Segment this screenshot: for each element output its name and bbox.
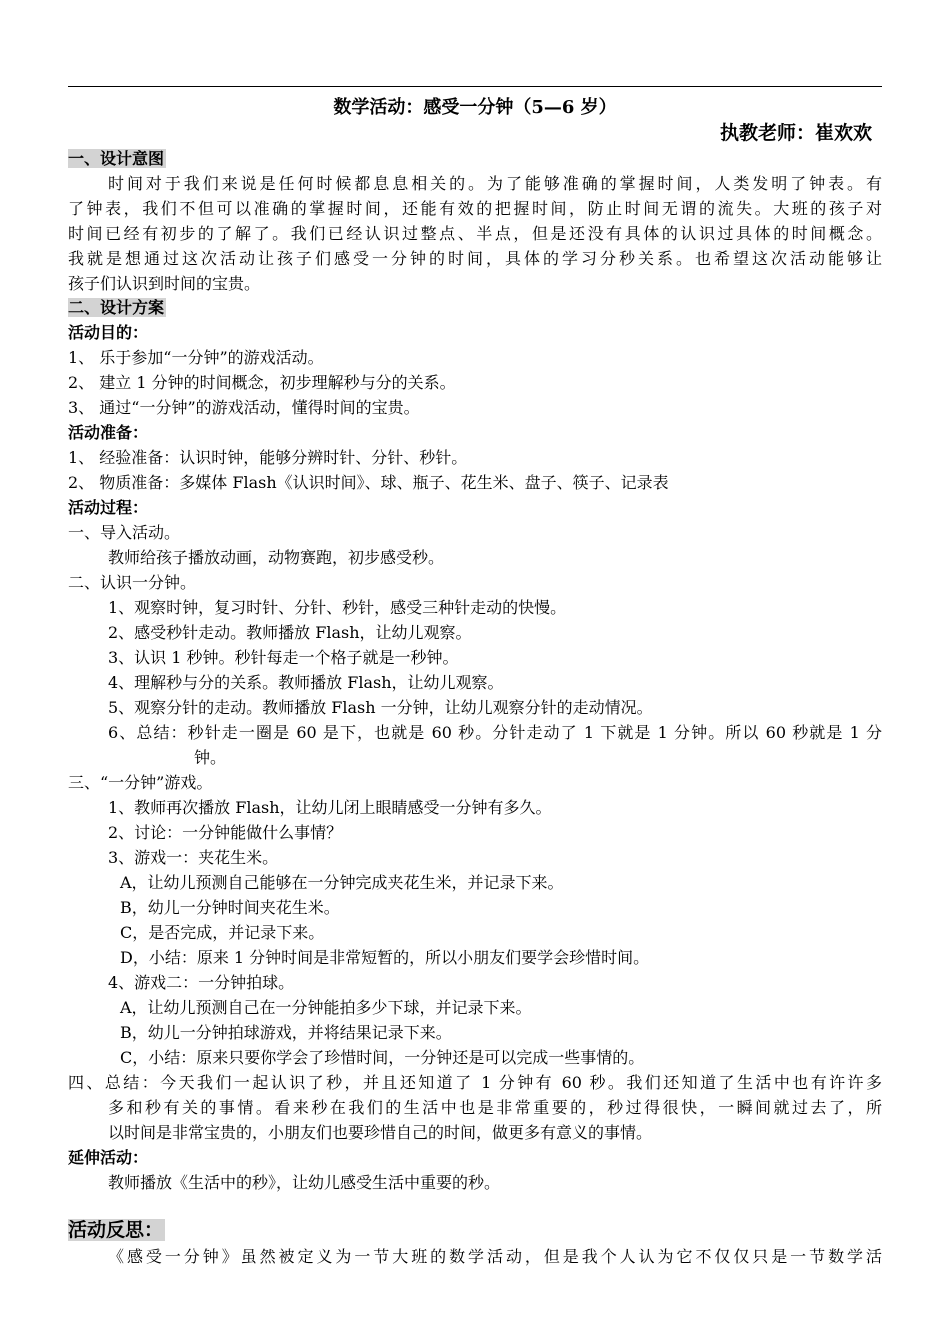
list-item: 教师播放《生活中的秒》，让幼儿感受生活中重要的秒。 (108, 1173, 501, 1192)
summary-line: 四、总结：今天我们一起认识了秒，并且还知道了 1 分钟有 60 秒。我们还知道了生活中也有许许多 (68, 1073, 882, 1092)
list-item: 1、教师再次播放 Flash，让幼儿闭上眼睛感受一分钟有多久。 (108, 798, 552, 817)
list-item: 1、 乐于参加“一分钟”的游戏活动。 (68, 348, 324, 367)
list-item: 2、 物质准备：多媒体 Flash《认识时间》、球、瓶子、花生米、盘子、筷子、记录表 (68, 473, 669, 492)
list-item: 4、游戏二：一分钟拍球。 (108, 973, 295, 992)
list-item: A，让幼儿预测自己能够在一分钟完成夹花生米，并记录下来。 (120, 873, 564, 892)
header-rule (68, 86, 882, 87)
list-item: 3、 通过“一分钟”的游戏活动，懂得时间的宝贵。 (68, 398, 420, 417)
list-item: 4、理解秒与分的关系。教师播放 Flash，让幼儿观察。 (108, 673, 504, 692)
list-item: 6、总结：秒针走一圈是 60 是下，也就是 60 秒。分针走动了 1 下就是 1 分钟。所以 60 秒就是 1 分 (108, 723, 882, 742)
paragraph-line: 孩子们认识到时间的宝贵。 (68, 274, 261, 293)
goals-heading: 活动目的： (68, 323, 149, 342)
list-item: C，小结：原来只要你学会了珍惜时间，一分钟还是可以完成一些事情的。 (120, 1048, 645, 1067)
list-item: 教师给孩子播放动画，动物赛跑，初步感受秒。 (108, 548, 445, 567)
step-heading: 一、导入活动。 (68, 523, 181, 542)
list-item: 3、认识 1 秒钟。秒针每走一个格子就是一秒钟。 (108, 648, 459, 667)
process-heading: 活动过程： (68, 498, 149, 517)
list-item: 1、观察时钟，复习时针、分针、秒针，感受三种针走动的快慢。 (108, 598, 567, 617)
list-item: 2、感受秒针走动。教师播放 Flash，让幼儿观察。 (108, 623, 472, 642)
summary-line: 以时间是非常宝贵的，小朋友们也要珍惜自己的时间，做更多有意义的事情。 (108, 1123, 653, 1142)
prep-heading: 活动准备： (68, 423, 149, 442)
paragraph-line: 我就是想通过这次活动让孩子们感受一分钟的时间，具体的学习分秒关系。也希望这次活动能够让 (68, 249, 882, 268)
paragraph-line: 时间已经有初步的了解了。我们已经认识过整点、半点，但是还没有具体的认识过具体的时间概念。 (68, 224, 882, 243)
list-item: 3、游戏一：夹花生米。 (108, 848, 279, 867)
list-item: 1、 经验准备：认识时钟，能够分辨时针、分针、秒针。 (68, 448, 468, 467)
step-heading: 三、“一分钟”游戏。 (68, 773, 213, 792)
extension-heading: 延伸活动： (68, 1148, 149, 1167)
list-item: C，是否完成，并记录下来。 (120, 923, 325, 942)
paragraph-line: 时间对于我们来说是任何时候都息息相关的。为了能够准确的掌握时间，人类发明了钟表。有 (108, 174, 882, 193)
list-item: A，让幼儿预测自己在一分钟能拍多少下球，并记录下来。 (120, 998, 532, 1017)
step-heading: 二、认识一分钟。 (68, 573, 197, 592)
reflection-line: 《感受一分钟》虽然被定义为一节大班的数学活动，但是我个人认为它不仅仅只是一节数学活 (108, 1247, 882, 1266)
teacher-name: 执教老师：崔欢欢 (719, 122, 872, 144)
summary-line: 多和秒有关的事情。看来秒在我们的生活中也是非常重要的，秒过得很快，一瞬间就过去了，所 (108, 1098, 882, 1117)
list-item: B，幼儿一分钟拍球游戏，并将结果记录下来。 (120, 1023, 452, 1042)
reflection-heading: 活动反思： (68, 1219, 164, 1241)
list-item: 2、讨论：一分钟能做什么事情？ (108, 823, 343, 842)
list-item: 5、观察分针的走动。教师播放 Flash 一分钟，让幼儿观察分针的走动情况。 (108, 698, 653, 717)
paragraph-line: 了钟表，我们不但可以准确的掌握时间，还能有效的把握时间，防止时间无谓的流失。大班的孩子对 (68, 199, 882, 218)
list-item: B，幼儿一分钟时间夹花生米。 (120, 898, 340, 917)
section-heading-design-intent: 一、设计意图 (68, 149, 165, 168)
list-item-continuation: 钟。 (194, 748, 227, 767)
section-heading-design-plan: 二、设计方案 (68, 298, 165, 317)
list-item: 2、 建立 1 分钟的时间概念，初步理解秒与分的关系。 (68, 373, 456, 392)
list-item: D，小结：原来 1 分钟时间是非常短暂的，所以小朋友们要学会珍惜时间。 (120, 948, 650, 967)
page-title: 数学活动：感受一分钟（5—6 岁） (333, 97, 617, 118)
